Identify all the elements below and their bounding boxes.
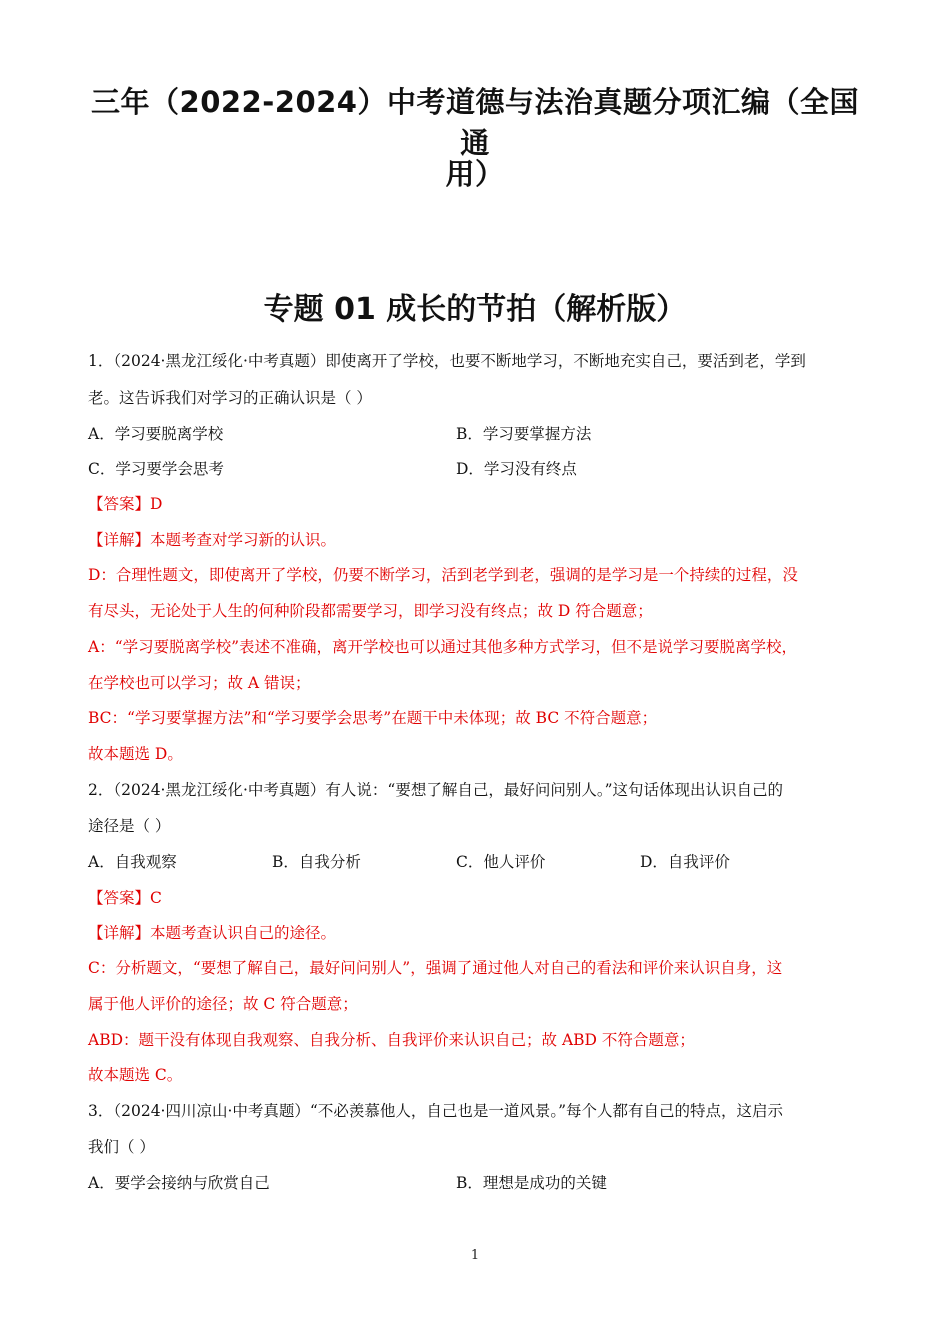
q2-answer: 【答案】C xyxy=(88,889,162,907)
q1-stem-line-2: 老。这告诉我们对学习的正确认识是（ ） xyxy=(88,389,372,407)
q1-explanation-line: 【详解】本题考查对学习新的认识。 xyxy=(88,531,337,549)
page-number: 1 xyxy=(470,1248,480,1263)
q1-explanation-line: 在学校也可以学习；故 A 错误； xyxy=(88,674,311,692)
q2-explanation-line: 【详解】本题考查认识自己的途径。 xyxy=(88,924,337,942)
q3-stem-line-2: 我们（ ） xyxy=(88,1138,155,1156)
q2-option-a: A．自我观察 xyxy=(88,853,177,871)
document-title-line-2: 用） xyxy=(445,157,505,191)
q1-option-c: C．学习要学会思考 xyxy=(88,460,224,478)
q1-explanation-line: 有尽头，无论处于人生的何种阶段都需要学习，即学习没有终点；故 D 符合题意； xyxy=(88,602,653,620)
q2-stem-line-1: 2．（2024·黑龙江绥化·中考真题）有人说：“要想了解自己，最好问问别人。”这句话体现出认识自己的 xyxy=(88,781,784,799)
q3-option-b: B．理想是成功的关键 xyxy=(456,1174,607,1192)
q1-option-a: A．学习要脱离学校 xyxy=(88,425,224,443)
q1-answer: 【答案】D xyxy=(88,495,163,513)
q1-explanation-line: A：“学习要脱离学校”表述不准确，离开学校也可以通过其他多种方式学习，但不是说学习要脱离学校， xyxy=(88,638,798,656)
q1-stem-line-1: 1．（2024·黑龙江绥化·中考真题）即使离开了学校，也要不断地学习，不断地充实自己，要活到老，学到 xyxy=(88,352,806,370)
topic-subtitle: 专题 01 成长的节拍（解析版） xyxy=(263,292,687,327)
q1-explanation-line: 故本题选 D。 xyxy=(88,745,183,763)
q3-option-a: A．要学会接纳与欣赏自己 xyxy=(88,1174,270,1192)
q2-option-c: C．他人评价 xyxy=(456,853,546,871)
q2-stem-line-2: 途径是（ ） xyxy=(88,817,171,835)
q3-stem-line-1: 3．（2024·四川凉山·中考真题）“不必羡慕他人，自己也是一道风景。”每个人都有自己的特点，这启示 xyxy=(88,1102,784,1120)
q2-explanation-line: ABD：题干没有体现自我观察、自我分析、自我评价来认识自己；故 ABD 不符合题意； xyxy=(88,1031,695,1049)
q2-explanation-line: C：分析题文，“要想了解自己，最好问问别人”，强调了通过他人对自己的看法和评价来认识自身，这 xyxy=(88,959,783,977)
q2-explanation-line: 属于他人评价的途径；故 C 符合题意； xyxy=(88,995,358,1013)
q2-option-b: B．自我分析 xyxy=(272,853,361,871)
q1-explanation-line: BC：“学习要掌握方法”和“学习要学会思考”在题干中未体现；故 BC 不符合题意； xyxy=(88,709,658,727)
document-title-line-1: 三年（2022-2024）中考道德与法治真题分项汇编（全国通 xyxy=(91,85,859,160)
q1-explanation-line: D：合理性题文，即使离开了学校，仍要不断学习，活到老学到老，强调的是学习是一个持续的过程，没 xyxy=(88,566,798,584)
q1-option-d: D．学习没有终点 xyxy=(456,460,577,478)
q1-option-b: B．学习要掌握方法 xyxy=(456,425,592,443)
q2-explanation-line: 故本题选 C。 xyxy=(88,1066,183,1084)
q2-option-d: D．自我评价 xyxy=(640,853,730,871)
